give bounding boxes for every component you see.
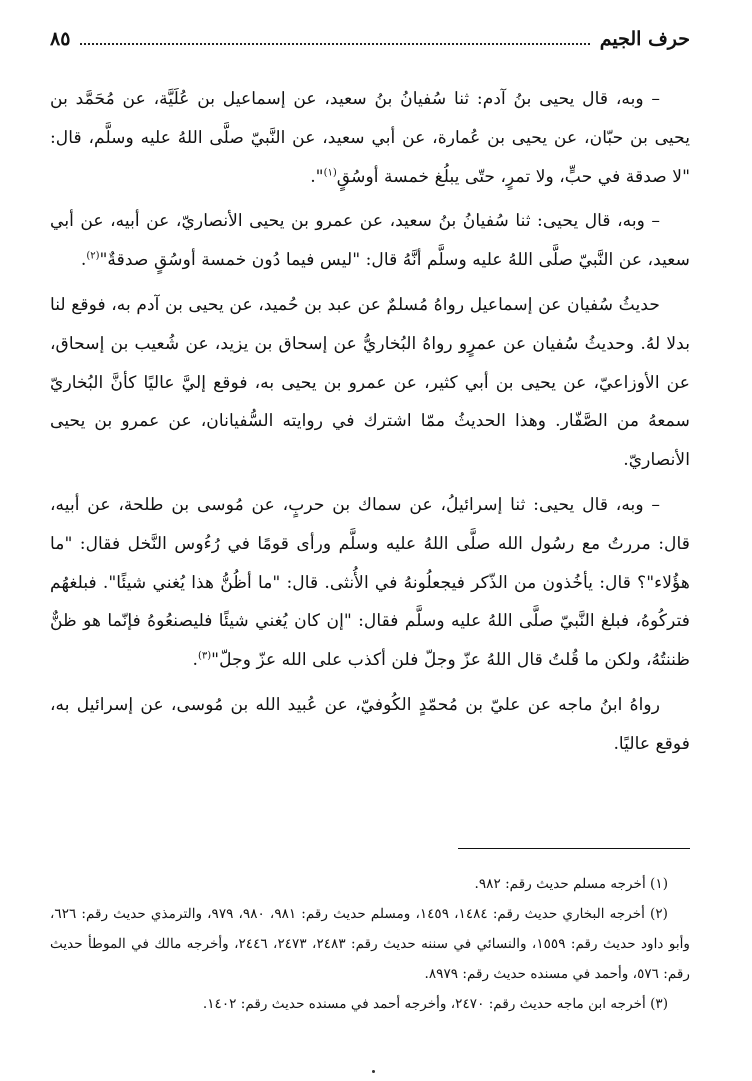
scan-speck [372,1070,375,1073]
running-header [50,28,690,60]
footnote-reference: (٣) [197,650,212,662]
commentary-paragraph: رواهُ ابنُ ماجه عن عليّ بن مُحمّدٍ الكُوفيّ، عن عُبيد الله بن مُوسى، عن إسرائيل به، فوقع عاليًا. [50,694,690,754]
hadith-paragraph: – وبه، قال يحيى: ثنا سُفيانُ بنُ سعيد، عن عمرو بن يحيى الأنصاريّ، عن أبيه، عن أبي سعيد، عن النَّبيّ صلَّى اللهُ عليه وسلَّم أنَّهُ قال: "ليس فيما دُون خمسة أوسُقٍ صدقةٌ"$^{(٢)}$. [50,211,690,271]
footnote: (١) أخرجه مسلم حديث رقم: ٩٨٢. [474,875,668,892]
commentary-paragraph: حديثُ سُفيان عن إسماعيل رواهُ مُسلمٌ عن عبد بن حُميد، عن يحيى بن آدم به، فوقع لنا بدلا لهُ. وحديثُ سُفيان عن عمرٍو رواهُ البُخاريُّ عن إسحاق بن يزيد، عن شُعيب بن إسحاق، عن الأوزاعيّ، عن يحيى بن أبي كثير، عن عمرو بن يحيى به، فوقع إليَّ عاليًا كأنَّ البُخاريّ سمعهُ من الصَّفّار. وهذا الحديثُ ممّا اشترك في روايته السُّفيانان، عن عمرو بن يحيى الأنصاريّ. [50,294,690,471]
page-number: ٨٥ [50,28,71,50]
footnote: (٢) أخرجه البخاري حديث رقم: ١٤٨٤، ١٤٥٩، ومسلم حديث رقم: ٩٨١، ٩٨٠، ٩٧٩، والترمذي حديث رقم: ٦٢٦، وأبو داود حديث رقم: ١٥٥٩، والنسائي في سننه حديث رقم: ٢٤٨٣، ٢٤٧٣، ٢٤٤٦، وأخرجه مالك في الموطأ حديث رقم: ٥٧٦، وأحمد في مسنده حديث رقم: ٨٩٧٩. [50,905,690,982]
chapter-title: حرف الجيم [599,28,690,50]
hadith-paragraph: – وبه، قال يحيى: ثنا إسرائيلُ، عن سماك بن حربٍ، عن مُوسى بن طلحة، عن أبيه، قال: مررتُ مع رسُول الله صلَّى اللهُ عليه وسلَّم ورأى قومًا في رُءُوس النَّخل فقال: "ما هؤُلاء"؟ قال: يأخُذون من الذّكر فيجعلُونهُ في الأُنثى. قال: "ما أظُنُّ هذا يُغني شيئًا". فبلغهُم فتركُوهُ، فبلغ النَّبيّ صلَّى اللهُ عليه وسلَّم فقال: "إن كان يُغني شيئًا فليصنعُوهُ فإنّما هو ظنٌّ ظننتُهُ، ولكن ما قُلتُ قال اللهُ عزّ وجلّ فلن أكذب على الله عزّ وجلّ"$^{(٣)}$. [50,494,690,671]
footnote-reference: (٢) [86,250,100,262]
main-text [50,80,690,764]
book-page [50,28,690,1019]
footnote-separator [458,848,690,849]
hadith-paragraph: – وبه، قال يحيى بنُ آدم: ثنا سُفيانُ بنُ سعيد، عن إسماعيل بن عُلَيَّة، عن مُحَمَّد بن يحيى بن حبّان، عن يحيى بن عُمارة، عن أبي سعيد، عن النَّبيّ صلَّى اللهُ عليه وسلَّم، قال: "لا صدقة في حبٍّ، ولا تمرٍ، حتّى يبلُغ خمسة أوسُقٍ$^{(١)}$". [50,89,690,187]
footnote: (٣) أخرجه ابن ماجه حديث رقم: ٢٤٧٠، وأخرجه أحمد في مسنده حديث رقم: ١٤٠٢. [202,995,668,1012]
header-dotted-leader [80,43,589,45]
footnote-reference: (١) [323,166,337,178]
footnotes-section [50,869,690,1019]
